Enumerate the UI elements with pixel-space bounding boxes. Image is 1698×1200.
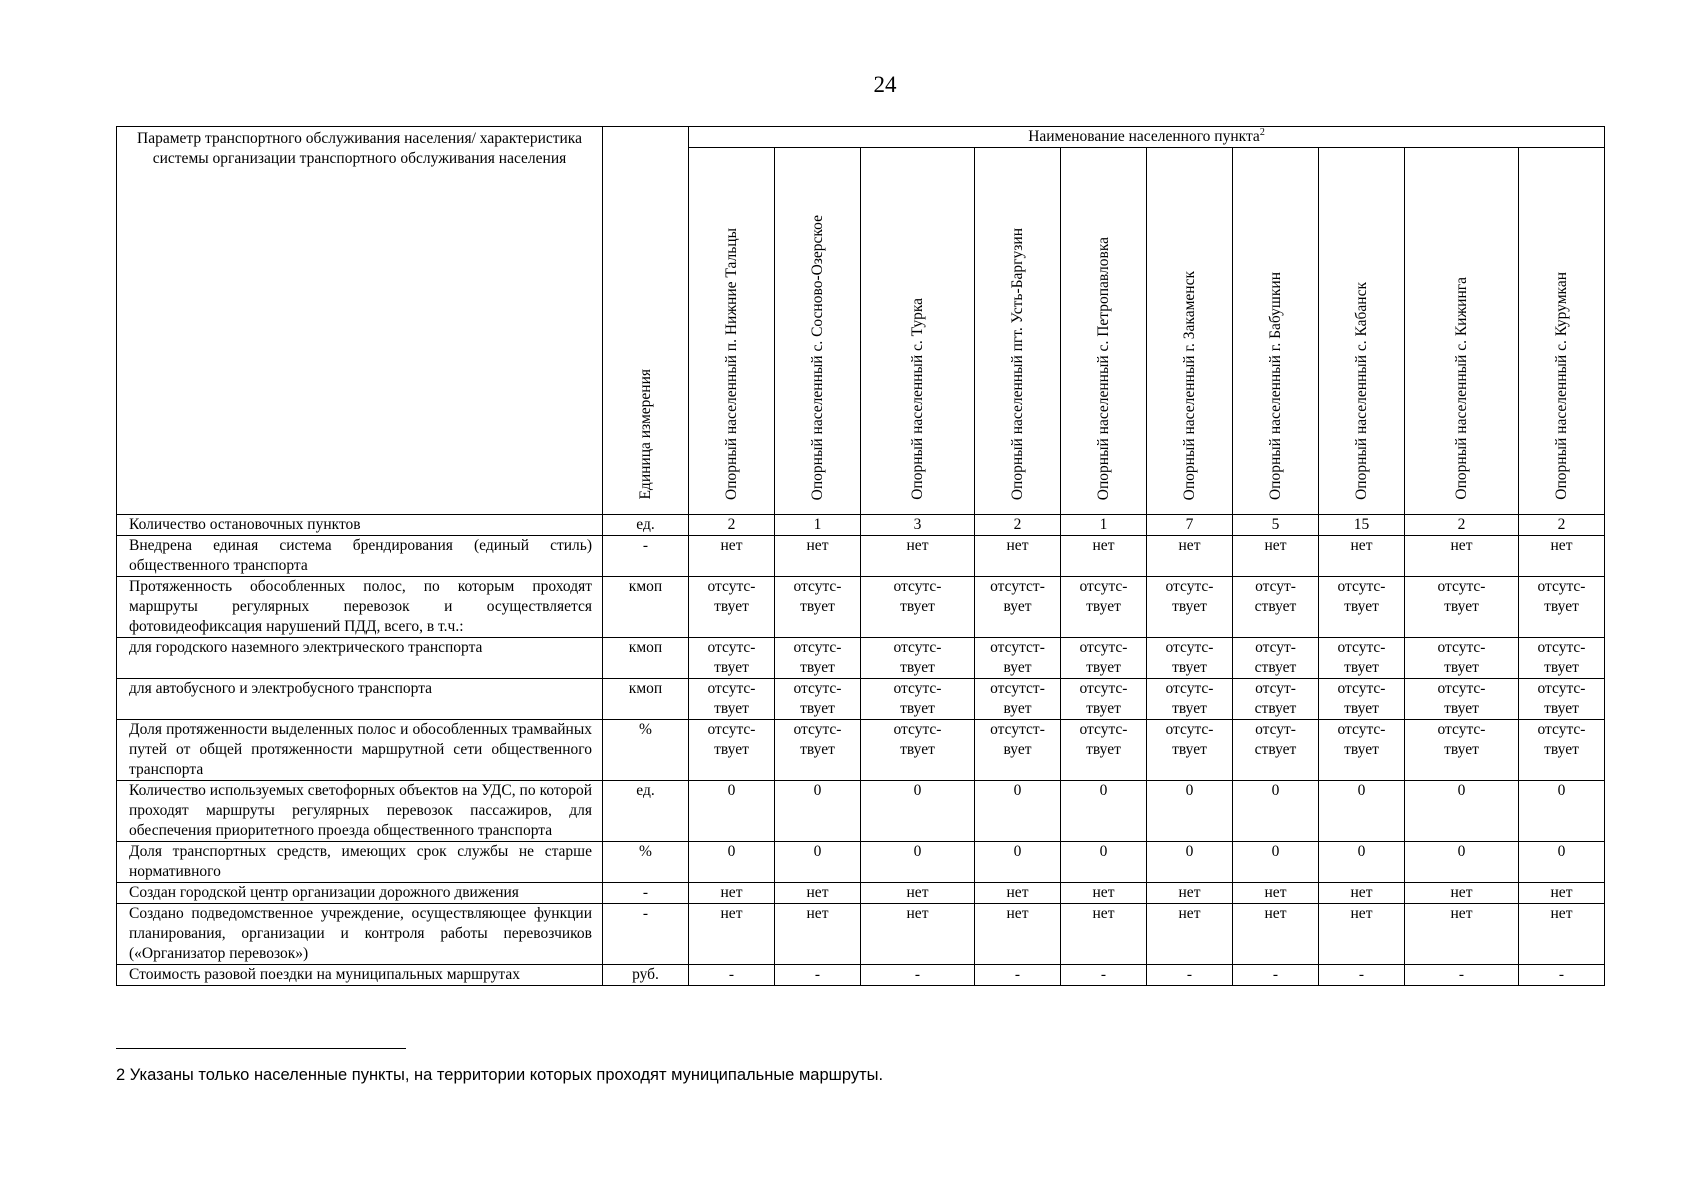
param-cell: Внедрена единая система брендирования (единый стиль) общественного транспорта	[117, 536, 603, 577]
value-cell: отсутс- твует	[775, 638, 861, 679]
value-cell: 2	[1519, 515, 1605, 536]
value-cell: -	[1405, 965, 1519, 986]
value-cell: отсутс- твует	[775, 679, 861, 720]
param-cell: Создано подведомственное учреждение, осуществляющее функции планирования, организации и контроля работы перевозчиков («Организатор перевозок»)	[117, 904, 603, 965]
value-cell: отсутс- твует	[1147, 679, 1233, 720]
transport-service-table	[116, 126, 1605, 986]
table-row	[117, 515, 1605, 536]
value-cell: нет	[689, 536, 775, 577]
value-cell: нет	[689, 883, 775, 904]
unit-cell: руб.	[603, 965, 689, 986]
settlement-name: Опорный населенный с. Кабанск	[1352, 282, 1370, 500]
value-cell: 1	[775, 515, 861, 536]
param-column-header: Параметр транспортного обслуживания населения/ характеристика системы организации транспортного обслуживания населения	[117, 127, 603, 515]
value-cell: нет	[861, 536, 975, 577]
value-cell: отсутс- твует	[1405, 577, 1519, 638]
value-cell: отсутс- твует	[861, 720, 975, 781]
value-cell: нет	[775, 904, 861, 965]
value-cell: нет	[1405, 536, 1519, 577]
table-row	[117, 883, 1605, 904]
value-cell: нет	[1519, 883, 1605, 904]
settlement-column-header	[689, 148, 775, 515]
value-cell: нет	[1319, 904, 1405, 965]
param-cell: Доля протяженности выделенных полос и обособленных трамвайных путей от общей протяженности маршрутной сети общественного транспорта	[117, 720, 603, 781]
table-row	[117, 842, 1605, 883]
unit-cell: ед.	[603, 781, 689, 842]
table-row	[117, 781, 1605, 842]
unit-column-header	[603, 127, 689, 515]
value-cell: 0	[1519, 842, 1605, 883]
value-cell: нет	[1319, 883, 1405, 904]
settlement-name: Опорный населенный пгт. Усть-Баргузин	[1008, 227, 1026, 500]
header-row	[117, 127, 1605, 148]
value-cell: отсутс- твует	[1405, 720, 1519, 781]
value-cell: нет	[1233, 904, 1319, 965]
value-cell: нет	[775, 536, 861, 577]
value-cell: отсутс- твует	[1319, 577, 1405, 638]
value-cell: нет	[1147, 536, 1233, 577]
settlement-name: Опорный населенный с. Сосново-Озерское	[808, 214, 826, 500]
value-cell: нет	[1147, 904, 1233, 965]
value-cell: отсутс- твует	[689, 638, 775, 679]
value-cell: 0	[1147, 781, 1233, 842]
value-cell: 0	[1519, 781, 1605, 842]
value-cell: нет	[1405, 883, 1519, 904]
settlement-name: Опорный населенный с. Петропавловка	[1094, 236, 1112, 500]
table-row	[117, 904, 1605, 965]
settlement-column-header	[1519, 148, 1605, 515]
value-cell: -	[1519, 965, 1605, 986]
value-cell: 0	[861, 781, 975, 842]
param-cell: для автобусного и электробусного транспорта	[117, 679, 603, 720]
value-cell: отсутс- твует	[1061, 679, 1147, 720]
value-cell: нет	[1519, 536, 1605, 577]
value-cell: 0	[1405, 842, 1519, 883]
unit-cell: -	[603, 883, 689, 904]
value-cell: отсутс- твует	[1405, 679, 1519, 720]
table-row	[117, 679, 1605, 720]
value-cell: 0	[1061, 781, 1147, 842]
param-cell: Доля транспортных средств, имеющих срок службы не старше нормативного	[117, 842, 603, 883]
value-cell: нет	[975, 536, 1061, 577]
footnote: 2 Указаны только населенные пункты, на территории которых проходят муниципальные маршруты.	[116, 1066, 884, 1084]
value-cell: 2	[689, 515, 775, 536]
param-cell: Стоимость разовой поездки на муниципальных маршрутах	[117, 965, 603, 986]
value-cell: нет	[689, 904, 775, 965]
value-cell: отсутст- вует	[975, 679, 1061, 720]
value-cell: отсутс- твует	[689, 679, 775, 720]
value-cell: отсут- ствует	[1233, 638, 1319, 679]
value-cell: отсут- ствует	[1233, 577, 1319, 638]
footnote-ref: 2	[1259, 126, 1265, 138]
value-cell: 3	[861, 515, 975, 536]
value-cell: нет	[775, 883, 861, 904]
value-cell: отсутс- твует	[689, 577, 775, 638]
unit-cell: %	[603, 842, 689, 883]
settlement-name: Опорный населенный п. Нижние Тальцы	[722, 228, 740, 500]
value-cell: отсутс- твует	[1319, 720, 1405, 781]
value-cell: отсутс- твует	[1519, 679, 1605, 720]
value-cell: отсутс- твует	[1147, 720, 1233, 781]
value-cell: отсутст- вует	[975, 720, 1061, 781]
value-cell: -	[1233, 965, 1319, 986]
value-cell: 0	[689, 781, 775, 842]
value-cell: нет	[1519, 904, 1605, 965]
settlement-name: Опорный населенный с. Кижинга	[1452, 277, 1470, 500]
value-cell: отсутс- твует	[861, 679, 975, 720]
footnote-separator	[116, 1048, 406, 1049]
value-cell: нет	[1233, 536, 1319, 577]
value-cell: нет	[1061, 904, 1147, 965]
value-cell: -	[1061, 965, 1147, 986]
value-cell: 0	[1147, 842, 1233, 883]
value-cell: отсутс- твует	[1319, 638, 1405, 679]
table-row	[117, 965, 1605, 986]
value-cell: 5	[1233, 515, 1319, 536]
value-cell: нет	[1061, 883, 1147, 904]
param-cell: Количество используемых светофорных объектов на УДС, по которой проходят маршруты регулярных перевозок пассажиров, для обеспечения приоритетного проезда общественного транспорта	[117, 781, 603, 842]
settlement-column-header	[1233, 148, 1319, 515]
value-cell: отсутс- твует	[1519, 638, 1605, 679]
param-cell: для городского наземного электрического транспорта	[117, 638, 603, 679]
value-cell: 0	[975, 842, 1061, 883]
value-cell: нет	[975, 883, 1061, 904]
unit-cell: ед.	[603, 515, 689, 536]
value-cell: нет	[975, 904, 1061, 965]
value-cell: -	[1319, 965, 1405, 986]
settlement-column-header	[1405, 148, 1519, 515]
value-cell: 0	[1319, 842, 1405, 883]
value-cell: 0	[1061, 842, 1147, 883]
value-cell: 0	[1319, 781, 1405, 842]
value-cell: отсутс- твует	[1319, 679, 1405, 720]
value-cell: отсутс- твует	[775, 720, 861, 781]
value-cell: нет	[1147, 883, 1233, 904]
value-cell: 2	[1405, 515, 1519, 536]
value-cell: отсутс- твует	[1061, 720, 1147, 781]
settlement-name: Опорный населенный с. Курумкан	[1552, 272, 1570, 500]
settlement-column-header	[975, 148, 1061, 515]
value-cell: отсут- ствует	[1233, 679, 1319, 720]
value-cell: -	[975, 965, 1061, 986]
value-cell: отсутс- твует	[1061, 577, 1147, 638]
table-row	[117, 638, 1605, 679]
table-body	[117, 515, 1605, 986]
table-row	[117, 536, 1605, 577]
value-cell: 0	[1233, 842, 1319, 883]
value-cell: 2	[975, 515, 1061, 536]
value-cell: -	[1147, 965, 1233, 986]
value-cell: отсутс- твует	[861, 638, 975, 679]
settlement-group-header	[689, 127, 1605, 148]
param-cell: Количество остановочных пунктов	[117, 515, 603, 536]
unit-cell: -	[603, 536, 689, 577]
table-row	[117, 720, 1605, 781]
value-cell: 0	[861, 842, 975, 883]
unit-cell: -	[603, 904, 689, 965]
unit-cell: кмоп	[603, 679, 689, 720]
value-cell: 15	[1319, 515, 1405, 536]
param-cell: Создан городской центр организации дорожного движения	[117, 883, 603, 904]
value-cell: нет	[1061, 536, 1147, 577]
value-cell: нет	[1233, 883, 1319, 904]
settlement-column-header	[1061, 148, 1147, 515]
value-cell: нет	[861, 883, 975, 904]
value-cell: нет	[861, 904, 975, 965]
value-cell: -	[861, 965, 975, 986]
value-cell: 0	[775, 842, 861, 883]
unit-cell: кмоп	[603, 577, 689, 638]
table-row	[117, 577, 1605, 638]
value-cell: отсутс- твует	[861, 577, 975, 638]
value-cell: 0	[1405, 781, 1519, 842]
value-cell: 0	[975, 781, 1061, 842]
value-cell: отсутс- твует	[1147, 638, 1233, 679]
settlement-column-header	[861, 148, 975, 515]
value-cell: -	[689, 965, 775, 986]
settlement-column-header	[775, 148, 861, 515]
settlement-column-header	[1147, 148, 1233, 515]
value-cell: 1	[1061, 515, 1147, 536]
value-cell: 0	[1233, 781, 1319, 842]
unit-cell: %	[603, 720, 689, 781]
unit-column-header-text: Единица измерения	[636, 369, 654, 500]
param-cell: Протяженность обособленных полос, по которым проходят маршруты регулярных перевозок и осуществляется фотовидеофиксация нарушений ПДД, всего, в т.ч.:	[117, 577, 603, 638]
value-cell: 0	[775, 781, 861, 842]
value-cell: -	[775, 965, 861, 986]
settlement-name: Опорный населенный г. Бабушкин	[1266, 271, 1284, 500]
value-cell: 7	[1147, 515, 1233, 536]
value-cell: 0	[689, 842, 775, 883]
settlement-group-header-text: Наименование населенного пункта	[1028, 128, 1260, 145]
settlement-name: Опорный населенный с. Турка	[908, 298, 926, 500]
settlement-name: Опорный населенный г. Закаменск	[1180, 270, 1198, 500]
value-cell: отсутс- твует	[1519, 577, 1605, 638]
value-cell: отсутс- твует	[689, 720, 775, 781]
unit-cell: кмоп	[603, 638, 689, 679]
value-cell: отсутст- вует	[975, 577, 1061, 638]
value-cell: отсутст- вует	[975, 638, 1061, 679]
value-cell: отсутс- твует	[1147, 577, 1233, 638]
value-cell: нет	[1319, 536, 1405, 577]
settlement-column-header	[1319, 148, 1405, 515]
page-number: 24	[873, 72, 897, 97]
value-cell: отсутс- твует	[1405, 638, 1519, 679]
value-cell: отсутс- твует	[1061, 638, 1147, 679]
value-cell: отсутс- твует	[775, 577, 861, 638]
value-cell: отсутс- твует	[1519, 720, 1605, 781]
value-cell: нет	[1405, 904, 1519, 965]
value-cell: отсут- ствует	[1233, 720, 1319, 781]
